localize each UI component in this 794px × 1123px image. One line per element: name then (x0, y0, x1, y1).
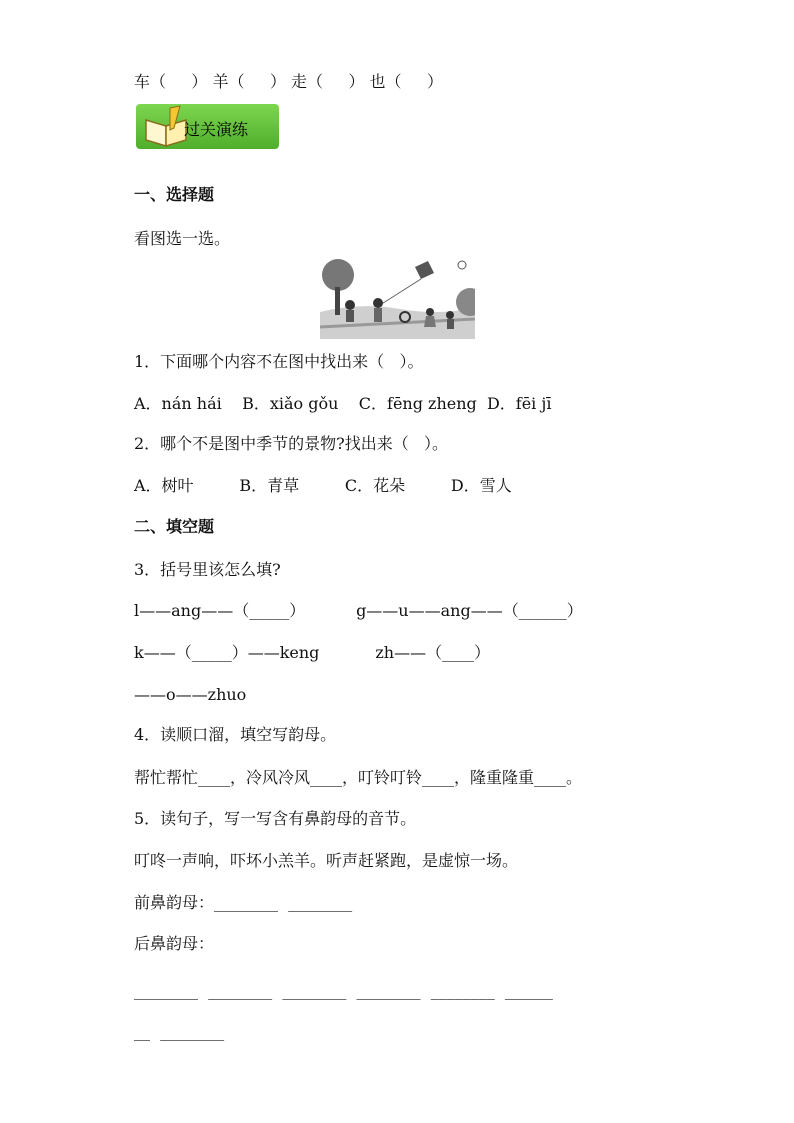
question-1: 1．下面哪个内容不在图中找出来（ ）。 (134, 352, 424, 371)
character-blanks: 车（ ） 羊（ ） 走（ ） 也（ ） (134, 72, 443, 91)
book-pencil-icon (140, 104, 190, 149)
back-nasal-label: 后鼻韵母： (134, 934, 215, 953)
question-3: 3．括号里该怎么填? (134, 560, 281, 579)
section-heading-choice: 一、选择题 (134, 185, 215, 204)
question-3-row-2: k——（_____）——keng zh——（____） (134, 643, 491, 662)
practice-badge (136, 104, 279, 149)
question-3-row-1: l——ang——（_____） g——u——ang——（______） (134, 601, 583, 620)
question-5: 5．读句子，写一写含有鼻韵母的音节。 (134, 809, 417, 828)
section-heading-fill: 二、填空题 (134, 517, 215, 536)
question-2: 2．哪个不是图中季节的景物?找出来（ ）。 (134, 434, 449, 453)
question-2-options: A．树叶 B．青草 C．花朵 D．雪人 (134, 476, 512, 495)
question-4-text: 帮忙帮忙____，冷风冷风____，叮铃叮铃____，隆重隆重____。 (134, 768, 583, 787)
instruction: 看图选一选。 (134, 229, 231, 248)
answer-blanks-row-2: __ ________ (134, 1022, 225, 1041)
question-4: 4．读顺口溜，填空写韵母。 (134, 725, 337, 744)
question-3-row-3: ——o——zhuo (134, 685, 247, 704)
front-nasal-line: 前鼻韵母：________ ________ (134, 893, 353, 912)
kite-park-illustration (320, 257, 475, 339)
question-5-text: 叮咚一声响，吓坏小羔羊。听声赶紧跑，是虚惊一场。 (134, 851, 519, 870)
badge-label: 过关演练 (184, 120, 249, 139)
answer-blanks-row-1: ________ ________ ________ ________ ________ ______ (134, 981, 553, 1000)
question-1-options: A．nán hái B．xiǎo gǒu C．fēng zheng D．fēi jī (134, 394, 552, 413)
